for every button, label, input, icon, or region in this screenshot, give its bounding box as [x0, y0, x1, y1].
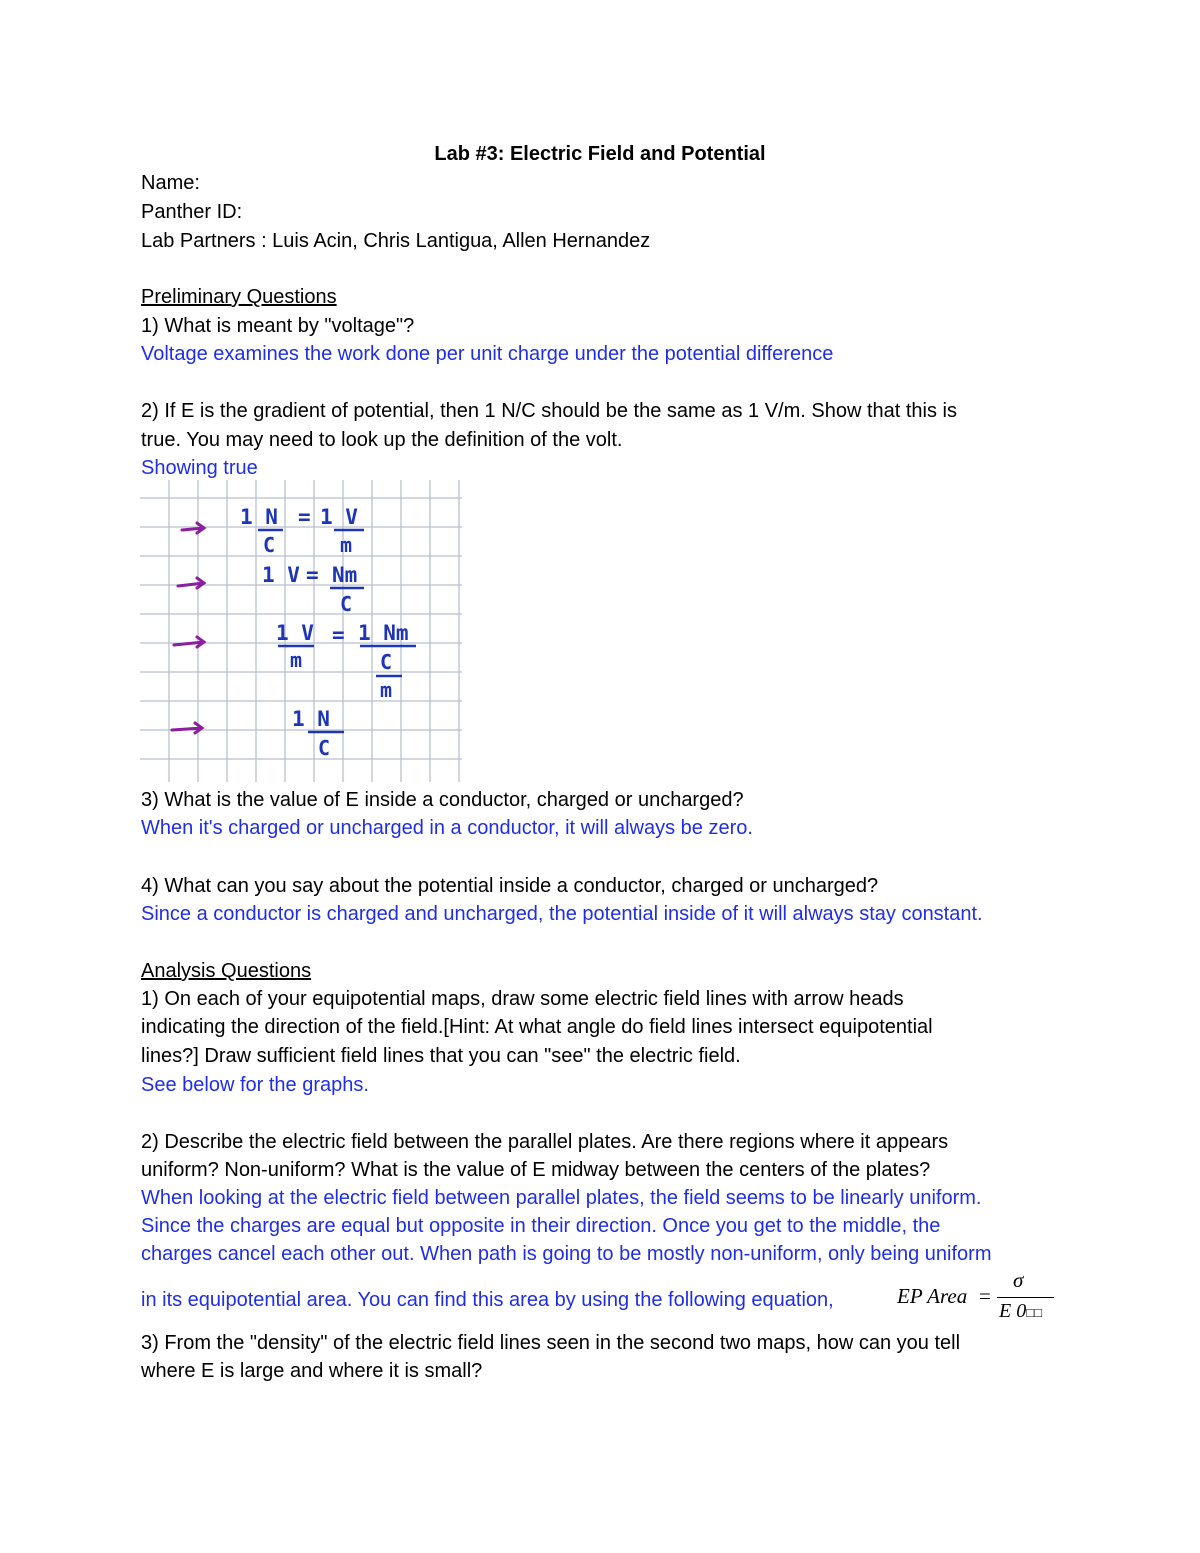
equation-denominator — [999, 1300, 1042, 1323]
prelim-question-3: 3) What is the value of E inside a conductor, charged or uncharged? — [141, 789, 744, 811]
sketch-r2-left: 1 V — [262, 563, 300, 587]
analysis-answer-2-line-3: charges cancel each other out. When path is going to be mostly non-uniform, only being uniform — [141, 1243, 992, 1265]
equation-denominator-text: E 0 — [999, 1300, 1027, 1322]
analysis-answer-2-line-4: in its equipotential area. You can find this area by using the following equation, — [141, 1289, 834, 1311]
prelim-question-2-line-1: 2) If E is the gradient of potential, then 1 N/C should be the same as 1 V/m. Show that this is — [141, 400, 957, 422]
sketch-r1-right: 1 V — [320, 505, 358, 529]
analysis-answer-2-line-2: Since the charges are equal but opposite in their direction. Once you get to the middle, the — [141, 1215, 941, 1237]
ep-area-equation — [897, 1268, 1062, 1332]
prelim-question-1: 1) What is meant by "voltage"? — [141, 315, 415, 337]
prelim-answer-4: Since a conductor is charged and uncharged, the potential inside of it will always stay constant. — [141, 903, 983, 925]
sketch-r4-left-den: C — [318, 736, 331, 760]
prelim-answer-3: When it's charged or uncharged in a conductor, it will always be zero. — [141, 817, 753, 839]
sketch-r1-left: 1 N — [240, 505, 278, 529]
prelim-question-2-line-2: true. You may need to look up the definition of the volt. — [141, 429, 623, 451]
handwritten-equations — [240, 505, 416, 760]
panther-id-label: Panther ID: — [141, 201, 243, 223]
arrow-icon — [182, 523, 204, 533]
lab-partners-line: Lab Partners : Luis Acin, Chris Lantigua, Allen Hernandez — [141, 230, 651, 252]
equation-lhs: EP Area — [897, 1284, 968, 1308]
analysis-question-3-line-2: where E is large and where it is small? — [141, 1360, 483, 1382]
sketch-r2-eq: = — [306, 563, 319, 587]
prelim-answer-1: Voltage examines the work done per unit charge under the potential difference — [141, 343, 834, 365]
arrow-icon — [174, 637, 204, 647]
analysis-question-1-line-2: indicating the direction of the field.[Hint: At what angle do field lines intersect equipotential — [141, 1016, 933, 1038]
sketch-r3-left-den: m — [290, 648, 303, 672]
analysis-answer-1: See below for the graphs. — [141, 1074, 369, 1096]
sketch-r4-left: 1 N — [292, 707, 330, 731]
analysis-answer-2-line-1: When looking at the electric field between parallel plates, the field seems to be linearly uniform. — [141, 1187, 982, 1209]
prelim-answer-2: Showing true — [141, 457, 258, 479]
sketch-r2-right: Nm — [332, 563, 358, 587]
sketch-r2-right-den: C — [340, 592, 353, 616]
fraction-bar — [997, 1297, 1054, 1298]
sketch-r1-eq: = — [298, 505, 311, 529]
sketch-r1-left-den: C — [263, 533, 276, 557]
analysis-question-2-line-1: 2) Describe the electric field between the parallel plates. Are there regions where it appears — [141, 1131, 949, 1153]
analysis-question-1-line-1: 1) On each of your equipotential maps, draw some electric field lines with arrow heads — [141, 988, 904, 1010]
sketch-r3-right: 1 Nm — [358, 621, 409, 645]
sketch-r3-eq: = — [332, 623, 345, 647]
sketch-r3-left: 1 V — [276, 621, 314, 645]
analysis-question-1-line-3: lines?] Draw sufficient field lines that you can "see" the electric field. — [141, 1045, 741, 1067]
equation-numerator: σ — [1013, 1268, 1024, 1292]
analysis-heading: Analysis Questions — [141, 960, 312, 982]
arrow-icon — [178, 578, 204, 588]
sketch-r1-right-den: m — [340, 533, 353, 557]
prelim-question-4: 4) What can you say about the potential inside a conductor, charged or uncharged? — [141, 875, 879, 897]
name-label: Name: — [141, 172, 200, 194]
handwritten-unit-proof-sketch — [140, 480, 464, 786]
sketch-r3-right-den: C — [380, 650, 393, 674]
preliminary-heading: Preliminary Questions — [141, 286, 337, 308]
analysis-question-2-line-2: uniform? Non-uniform? What is the value of E midway between the centers of the plates? — [141, 1159, 931, 1181]
equation-equals: = — [979, 1284, 991, 1308]
arrow-icon — [172, 723, 202, 733]
sketch-r3-right-den2: m — [380, 678, 393, 702]
analysis-question-3-line-1: 3) From the "density" of the electric field lines seen in the second two maps, how can you tell — [141, 1332, 961, 1354]
document-title: Lab #3: Electric Field and Potential — [434, 143, 766, 165]
equation-missing-glyphs: □□ — [1026, 1305, 1042, 1320]
